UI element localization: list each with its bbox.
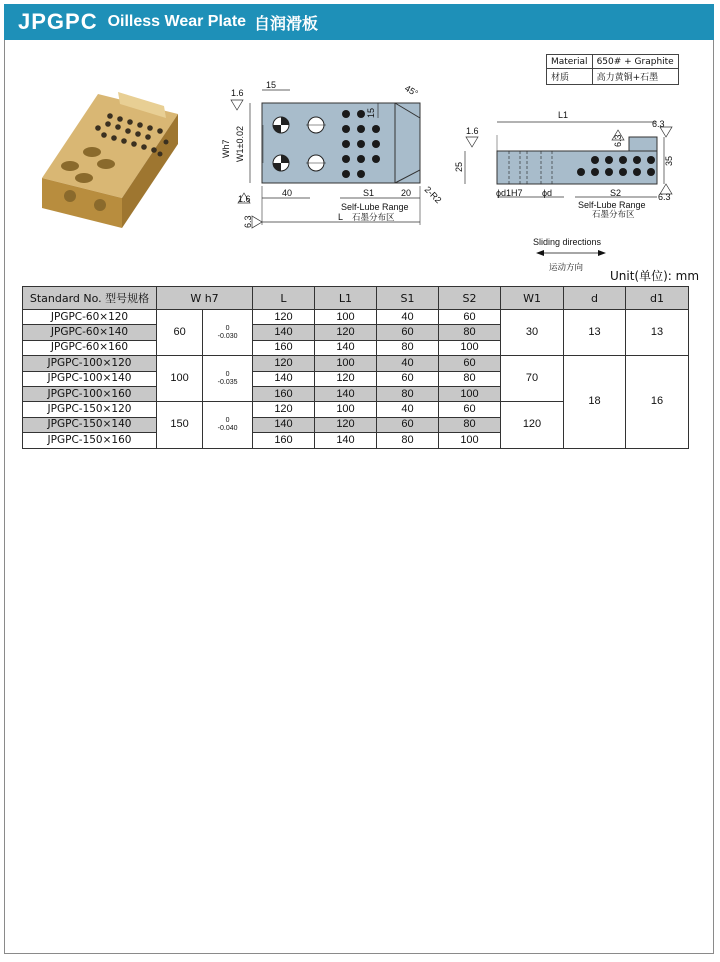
selflube-label: Self-Lube Range bbox=[341, 202, 409, 212]
side-dim-s2: S2 bbox=[610, 188, 622, 198]
side-dim-d: ϕd bbox=[542, 188, 553, 198]
product-photo bbox=[42, 92, 178, 228]
dim-45: 45° bbox=[403, 83, 420, 99]
s2-cell: 80 bbox=[439, 371, 501, 386]
l1-cell: 120 bbox=[315, 417, 377, 432]
side-dim-1-6: 1.6 bbox=[466, 126, 479, 136]
s2-cell: 60 bbox=[439, 310, 501, 325]
w1-cell: 30 bbox=[501, 310, 564, 356]
l-cell: 140 bbox=[253, 417, 315, 432]
side-selflube-label: Self-Lube Range bbox=[578, 200, 646, 210]
spec-table bbox=[22, 286, 689, 449]
s1-cell: 40 bbox=[377, 402, 439, 417]
s2-cell: 100 bbox=[439, 386, 501, 401]
model-cell: JPGPC-60×120 bbox=[23, 310, 157, 325]
side-dim-35: 35 bbox=[664, 155, 674, 166]
l-cell: 140 bbox=[253, 371, 315, 386]
l1-cell: 120 bbox=[315, 371, 377, 386]
product-name: Oilless Wear Plate bbox=[107, 13, 247, 30]
d1-cell: 16 bbox=[626, 356, 689, 448]
dim-40: 40 bbox=[282, 188, 293, 198]
side-view bbox=[465, 122, 672, 197]
l-cell: 120 bbox=[253, 402, 315, 417]
s1-cell: 60 bbox=[377, 325, 439, 340]
l-cell: 160 bbox=[253, 340, 315, 355]
col-s1: S1 bbox=[377, 287, 439, 310]
side-dim-6-3b: 6.3 bbox=[613, 134, 623, 147]
model-cell: JPGPC-150×120 bbox=[23, 402, 157, 417]
product-name-cn: 自润滑板 bbox=[254, 13, 319, 33]
side-dim-d1h7: ϕd1H7 bbox=[496, 188, 523, 198]
col-standard: Standard No. 型号规格 bbox=[23, 287, 157, 310]
l1-cell: 140 bbox=[315, 386, 377, 401]
model-cell: JPGPC-60×160 bbox=[23, 340, 157, 355]
w1-cell: 70 bbox=[501, 356, 564, 402]
col-l: L bbox=[253, 287, 315, 310]
l1-cell: 120 bbox=[315, 325, 377, 340]
sliding-label: Sliding directions bbox=[533, 237, 602, 247]
s1-cell: 40 bbox=[377, 356, 439, 371]
l-cell: 120 bbox=[253, 310, 315, 325]
col-d1: d1 bbox=[626, 287, 689, 310]
material-value-cn: 高力黄铜+石墨 bbox=[592, 69, 678, 85]
sliding-label-cn: 运动方向 bbox=[549, 263, 584, 273]
material-value: 650# + Graphite bbox=[592, 55, 678, 69]
tol-lower: -0.030 bbox=[217, 332, 238, 340]
w-cell: 100 bbox=[157, 356, 203, 402]
tolerance-cell bbox=[203, 402, 253, 448]
product-code: JPGPC bbox=[18, 9, 98, 34]
l1-cell: 140 bbox=[315, 433, 377, 448]
tol-lower: -0.040 bbox=[217, 424, 238, 432]
s2-cell: 60 bbox=[439, 356, 501, 371]
side-dim-6-3c: 6.3 bbox=[658, 192, 671, 202]
s2-cell: 80 bbox=[439, 417, 501, 432]
unit-label: Unit(单位): mm bbox=[610, 269, 700, 283]
s1-cell: 80 bbox=[377, 433, 439, 448]
technical-drawing bbox=[0, 0, 720, 290]
dim-l: L bbox=[338, 212, 344, 222]
s1-cell: 80 bbox=[377, 386, 439, 401]
tol-lower: -0.035 bbox=[217, 378, 238, 386]
dim-6-3: 6.3 bbox=[243, 215, 253, 228]
col-l1: L1 bbox=[315, 287, 377, 310]
d-cell: 13 bbox=[564, 310, 626, 356]
table-row bbox=[23, 310, 689, 325]
model-cell: JPGPC-150×160 bbox=[23, 433, 157, 448]
selflube-label-cn: 石墨分布区 bbox=[352, 213, 395, 223]
l1-cell: 140 bbox=[315, 340, 377, 355]
model-cell: JPGPC-150×140 bbox=[23, 417, 157, 432]
col-w1: W1 bbox=[501, 287, 564, 310]
model-cell: JPGPC-100×140 bbox=[23, 371, 157, 386]
col-d: d bbox=[564, 287, 626, 310]
s1-cell: 60 bbox=[377, 417, 439, 432]
dim-20: 20 bbox=[401, 188, 412, 198]
table-row bbox=[23, 356, 689, 371]
s2-cell: 100 bbox=[439, 340, 501, 355]
d1-cell: 13 bbox=[626, 310, 689, 356]
w1-cell: 120 bbox=[501, 402, 564, 448]
col-s2: S2 bbox=[439, 287, 501, 310]
side-dim-25: 25 bbox=[454, 161, 464, 172]
tol-upper: 0 bbox=[225, 324, 230, 332]
side-dim-6-3a: 6.3 bbox=[652, 119, 665, 129]
side-selflube-label-cn: 石墨分布区 bbox=[592, 210, 635, 220]
table-header bbox=[23, 287, 689, 310]
tolerance-cell bbox=[203, 310, 253, 356]
l-cell: 120 bbox=[253, 356, 315, 371]
model-cell: JPGPC-100×120 bbox=[23, 356, 157, 371]
d-cell: 18 bbox=[564, 356, 626, 448]
model-cell: JPGPC-60×140 bbox=[23, 325, 157, 340]
w-cell: 150 bbox=[157, 402, 203, 448]
tol-upper: 0 bbox=[225, 370, 230, 378]
side-dim-l1: L1 bbox=[558, 110, 569, 120]
w-cell: 60 bbox=[157, 310, 203, 356]
material-label: Material bbox=[547, 55, 593, 69]
tol-upper: 0 bbox=[225, 416, 230, 424]
sliding-arrow-icon bbox=[536, 250, 606, 256]
dim-w1: W1±0.02 bbox=[235, 126, 245, 162]
l-cell: 140 bbox=[253, 325, 315, 340]
dim-1-6-bottom: 1.6 bbox=[238, 194, 251, 204]
l-cell: 160 bbox=[253, 386, 315, 401]
dim-15: 15 bbox=[266, 80, 277, 90]
l1-cell: 100 bbox=[315, 402, 377, 417]
s2-cell: 80 bbox=[439, 325, 501, 340]
model-cell: JPGPC-100×160 bbox=[23, 386, 157, 401]
l1-cell: 100 bbox=[315, 356, 377, 371]
dim-15-vertical: 15 bbox=[366, 107, 376, 118]
s1-cell: 60 bbox=[377, 371, 439, 386]
dim-2r2: 2-R2 bbox=[422, 184, 444, 206]
col-w: W h7 bbox=[157, 287, 253, 310]
material-label-cn: 材质 bbox=[547, 69, 593, 85]
l-cell: 160 bbox=[253, 433, 315, 448]
s2-cell: 100 bbox=[439, 433, 501, 448]
s1-cell: 40 bbox=[377, 310, 439, 325]
dim-s1: S1 bbox=[363, 188, 375, 198]
l1-cell: 100 bbox=[315, 310, 377, 325]
s1-cell: 80 bbox=[377, 340, 439, 355]
dim-1-6: 1.6 bbox=[231, 88, 244, 98]
dim-wh7: Wh7 bbox=[221, 139, 231, 158]
s2-cell: 60 bbox=[439, 402, 501, 417]
tolerance-cell bbox=[203, 356, 253, 402]
